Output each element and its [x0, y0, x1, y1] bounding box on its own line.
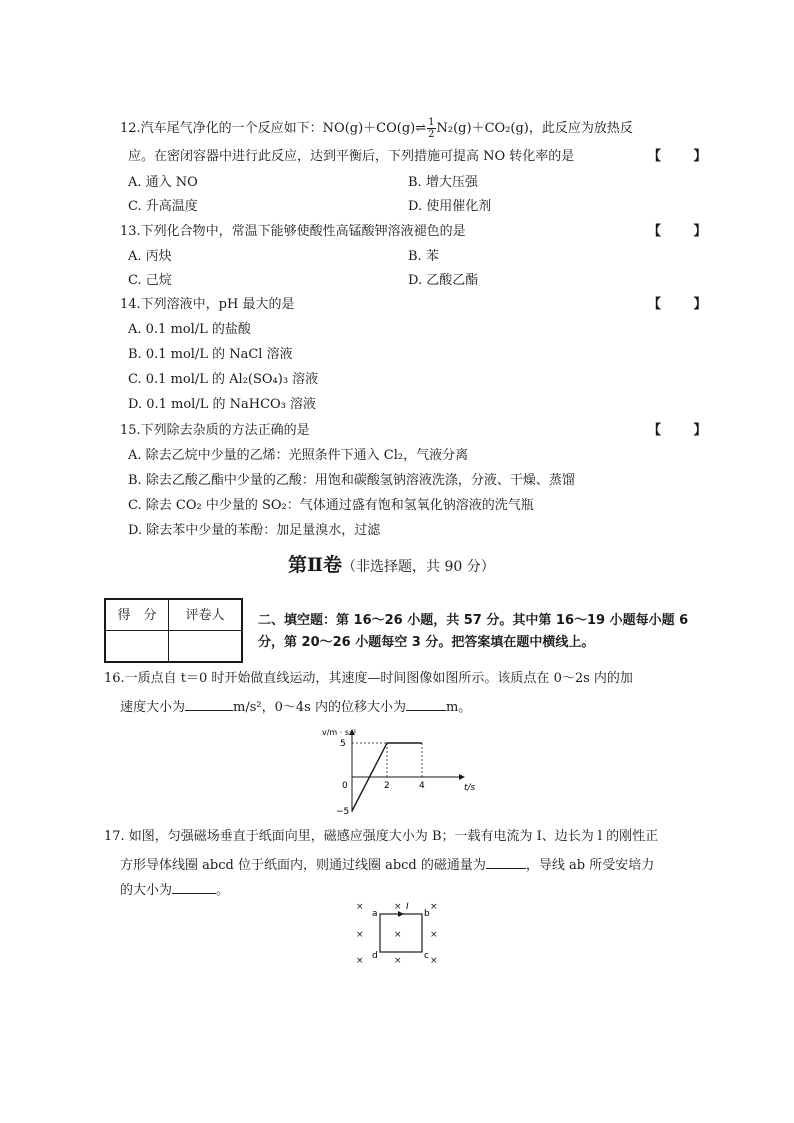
q14-option-b: B. 0.1 mol/L 的 NaCl 溶液	[128, 347, 293, 362]
velocity-time-graph	[314, 724, 484, 816]
q17-line3-start: 的大小为	[120, 883, 173, 898]
part2-title	[288, 556, 495, 575]
q12-answer-bracket: 【 】	[648, 149, 721, 164]
field-mark: ×	[394, 902, 402, 912]
section-instruction: 二、填空题：第 16～26 小题，共 57 分。其中第 16～19 小题每小题 6 分，第 20～26 小题每空 3 分。把答案填在题中横线上。	[258, 613, 689, 650]
q17-line2	[120, 856, 654, 872]
x-tick-4: 4	[419, 781, 425, 791]
q13-option-a: A. 丙炔	[128, 249, 172, 264]
q16-line2-start: 速度大小为	[120, 700, 186, 715]
score-table	[104, 598, 243, 663]
q14-answer-bracket: 【 】	[648, 297, 721, 312]
q13-option-b: B. 苯	[408, 249, 439, 264]
q13-stem: 13.下列化合物中，常温下能够使酸性高锰酸钾溶液褪色的是	[120, 224, 466, 239]
q15-answer-bracket: 【 】	[648, 423, 721, 438]
q16-line2-end: m。	[445, 700, 472, 715]
q15-option-a: A. 除去乙烷中少量的乙烯：光照条件下通入 Cl₂，气液分离	[128, 448, 469, 463]
q14-option-d: D. 0.1 mol/L 的 NaHCO₃ 溶液	[128, 397, 317, 412]
y-tick-neg5: −5	[336, 807, 350, 816]
grader-entry-cell	[169, 631, 243, 663]
current-label: I	[406, 902, 409, 912]
q15-option-b: B. 除去乙酸乙酯中少量的乙酸：用饱和碳酸氢钠溶液洗涤，分液、干燥、蒸馏	[128, 473, 575, 488]
field-mark: ×	[430, 902, 438, 912]
origin-label: 0	[342, 781, 348, 791]
q16-answer-blank-1[interactable]	[185, 698, 233, 711]
q17-line3	[120, 881, 229, 897]
y-axis-label: v/m · s⁻¹	[322, 728, 357, 737]
part2-title-main: 第Ⅱ卷	[288, 554, 343, 576]
q17-line2-start: 方形导体线圈 abcd 位于纸面内，则通过线圈 abcd 的磁通量为	[120, 858, 486, 873]
q13-option-c: C. 己烷	[128, 273, 172, 288]
q16-answer-blank-2[interactable]	[406, 698, 446, 711]
q15-stem: 15.下列除去杂质的方法正确的是	[120, 423, 310, 438]
vertex-label-c: c	[424, 951, 429, 961]
x-axis-label: t/s	[464, 783, 476, 793]
part2-subtitle: （非选择题，共 90 分）	[342, 559, 495, 575]
q17-line1: 17. 如图，匀强磁场垂直于纸面向里，磁感应强度大小为 B；一载有电流为 I、边长为 l 的刚性正	[104, 829, 659, 844]
coil-magnetic-field-figure	[346, 896, 446, 968]
q13-option-d: D. 乙酸乙酯	[408, 273, 479, 288]
vertex-label-a: a	[372, 909, 378, 919]
q17-line2-end: ，导线 ab 所受安培力	[525, 858, 655, 873]
score-entry-cell	[105, 631, 169, 663]
field-mark: ×	[394, 930, 402, 940]
q14-stem: 14.下列溶液中，pH 最大的是	[120, 297, 295, 312]
q14-option-a: A. 0.1 mol/L 的盐酸	[128, 322, 251, 337]
vertex-label-b: b	[424, 909, 430, 919]
x-tick-2: 2	[384, 781, 390, 791]
field-mark: ×	[430, 956, 438, 966]
field-mark: ×	[356, 930, 364, 940]
q12-line1-start: 12.汽车尾气净化的一个反应如下：NO(g)＋CO(g)⇌	[120, 121, 427, 136]
q16-line1: 16.一质点自 t＝0 时开始做直线运动，其速度—时间图像如图所示。该质点在 0～2s 内的加	[104, 671, 633, 686]
field-mark: ×	[430, 930, 438, 940]
y-tick-5: 5	[340, 739, 346, 749]
q12-option-b: B. 增大压强	[408, 175, 478, 190]
q12-line2: 应。在密闭容器中进行此反应，达到平衡后，下列措施可提高 NO 转化率的是	[128, 149, 575, 164]
q14-option-c: C. 0.1 mol/L 的 Al₂(SO₄)₃ 溶液	[128, 372, 319, 387]
score-label-cell: 得 分	[105, 599, 169, 631]
q12-line1-end: N₂(g)＋CO₂(g)，此反应为放热反	[436, 121, 633, 136]
q13-answer-bracket: 【 】	[648, 224, 721, 239]
q12-option-c: C. 升高温度	[128, 199, 198, 214]
fraction-one-half: $\frac{1}{2}$	[428, 117, 435, 140]
q15-option-d: D. 除去苯中少量的苯酚：加足量溴水，过滤	[128, 523, 381, 538]
q17-line3-end: 。	[216, 883, 230, 898]
q16-line2-mid: m/s²，0～4s 内的位移大小为	[233, 700, 406, 715]
q12-option-d: D. 使用催化剂	[408, 199, 492, 214]
field-mark: ×	[394, 956, 402, 966]
field-mark: ×	[356, 902, 364, 912]
q15-option-c: C. 除去 CO₂ 中少量的 SO₂：气体通过盛有饱和氢氧化钠溶液的洗气瓶	[128, 498, 534, 513]
field-mark: ×	[356, 956, 364, 966]
q16-line2	[120, 698, 471, 714]
q12-option-a: A. 通入 NO	[128, 175, 198, 190]
q12-line1	[120, 117, 633, 140]
q17-answer-blank-2[interactable]	[172, 881, 216, 894]
grader-label-cell: 评卷人	[169, 599, 243, 631]
q17-answer-blank-1[interactable]	[486, 856, 526, 869]
vertex-label-d: d	[372, 951, 378, 961]
